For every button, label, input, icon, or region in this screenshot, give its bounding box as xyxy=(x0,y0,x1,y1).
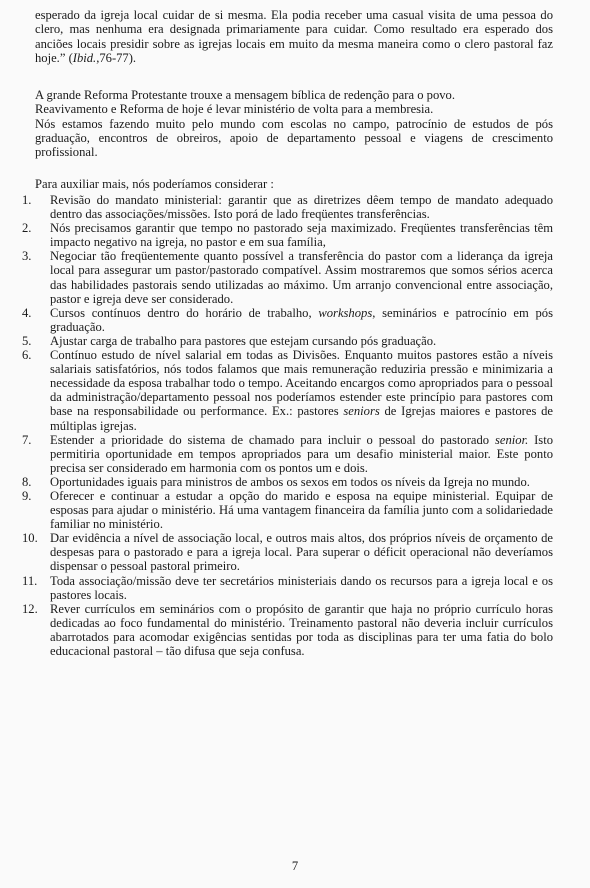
list-item: 10. Dar evidência a nível de associação local, e outros mais altos, dos próprios níveis de orçamento de despesas para o pastorado e para a igreja local. Para superar o déficit operacional não deveríamos dispensar o pessoal pastoral primeiro. xyxy=(22,531,553,574)
intro-text: esperado da igreja local cuidar de si mesma. Ela podia receber uma casual visita de uma pessoa do clero, mas nenhuma era designada primariamente para cuidar. Como resultado era esperado dos anciões locais presidir sobre as igrejas locais em muito da mesma maneira como o clero pastoral faz hoje.” xyxy=(35,8,553,65)
list-item: 3. Negociar tão freqüentemente quanto possível a transferência do pastor com a liderança da igreja local para assegurar um pastor/pastorado compatível. Assim mostraremos que somos sérios acerca das habilidades pastorais sendo utilizadas ao máximo. Um arranjo convencional entre associação, pastor e igreja deve ser considerado. xyxy=(22,249,553,306)
list-item: 4. Cursos contínuos dentro do horário de trabalho, workshops, seminários e patrocínio em pós graduação. xyxy=(22,305,554,334)
list-intro: Para auxiliar mais, nós poderíamos considerar : xyxy=(35,177,274,191)
reform-line-2: Reavivamento e Reforma de hoje é levar ministério de volta para a membresia. xyxy=(35,102,434,117)
citation-pages: ,76-77). xyxy=(96,50,137,65)
list-item: 11. Toda associação/missão deve ter secretários ministeriais dando os recursos para a igreja local e os pastores locais. xyxy=(22,573,553,602)
list-item: 12. Rever currículos em seminários com o propósito de garantir que haja no próprio currículo horas dedicadas ao foco fundamental do ministério. Treinamento pastoral não deveria incluir currículos abarrotados para acomodar exigências sentidas por toda as disciplinas para ter uma fatia do bolo educacional pastoral – tão difusa que seja confusa. xyxy=(22,601,553,658)
citation-ref: Ibid. xyxy=(72,50,97,65)
list-item: 9. Oferecer e continuar a estudar a opção do marido e esposa na equipe ministerial. Equipar de esposas para ajudar o ministério. Há uma vantagem financeira da família junto com a solidariedade familiar no ministério. xyxy=(22,488,553,532)
list-item: 1. Revisão do mandato ministerial: garantir que as diretrizes dêem tempo de mandato adequado dentro das associações/missões. Isto porá de lado freqüentes transferências. xyxy=(22,193,553,222)
recommendations-list xyxy=(22,193,553,658)
intro-paragraph: esperado da igreja local cuidar de si mesma. Ela podia receber uma casual visita de uma pessoa do clero, mas nenhuma era designada primariamente para cuidar. Como resultado era esperado dos anciões locais presidir sobre as igrejas locais em muito da mesma maneira como o clero pastoral faz hoje.” (Ibid.,76-77). xyxy=(35,8,553,65)
list-item: 2. Nós precisamos garantir que tempo no pastorado seja maximizado. Freqüentes transferências têm impacto negativo na igreja, no pastor e em sua família, xyxy=(22,221,553,250)
reform-paragraph xyxy=(35,88,553,159)
reform-text: Nós estamos fazendo muito pelo mundo com escolas no campo, patrocínio de estudos de pós graduação, encontros de obreiros, apoio de departamento pessoal e viagens de crescimento profissional. xyxy=(35,116,553,160)
list-item: 6. Contínuo estudo de nível salarial em todas as Divisões. Enquanto muitos pastores estão a níveis salariais satisfatórios, nós todos falamos que mais remuneração reduziria pressão e minimizaria a necessidade da esposa trabalhar todo o tempo. Aceitando encargos como apropriados para o pessoal da administração/departamento pessoal nos poderíamos estender este princípio para pastores com base na responsabilidade ou performance. Ex.: pastores seniors de Igrejas maiores e pastores de múltiplas igrejas. xyxy=(22,348,553,433)
list-item: 5. Ajustar carga de trabalho para pastores que estejam cursando pós graduação. xyxy=(22,333,437,348)
reform-line-1: A grande Reforma Protestante trouxe a mensagem bíblica de redenção para o povo. xyxy=(35,88,455,102)
list-item: 8. Oportunidades iguais para ministros de ambos os sexos em todos os níveis da Igreja no mundo. xyxy=(22,474,530,489)
page-number: 7 xyxy=(291,859,299,873)
list-item: 7. Estender a prioridade do sistema de chamado para incluir o pessoal do pastorado senior. Isto permitiria oportunidade em tempos apropriados para um desafio ministerial maior. Este ponto precisa ser considerado em harmonia com os pontos um e dois. xyxy=(22,432,554,475)
